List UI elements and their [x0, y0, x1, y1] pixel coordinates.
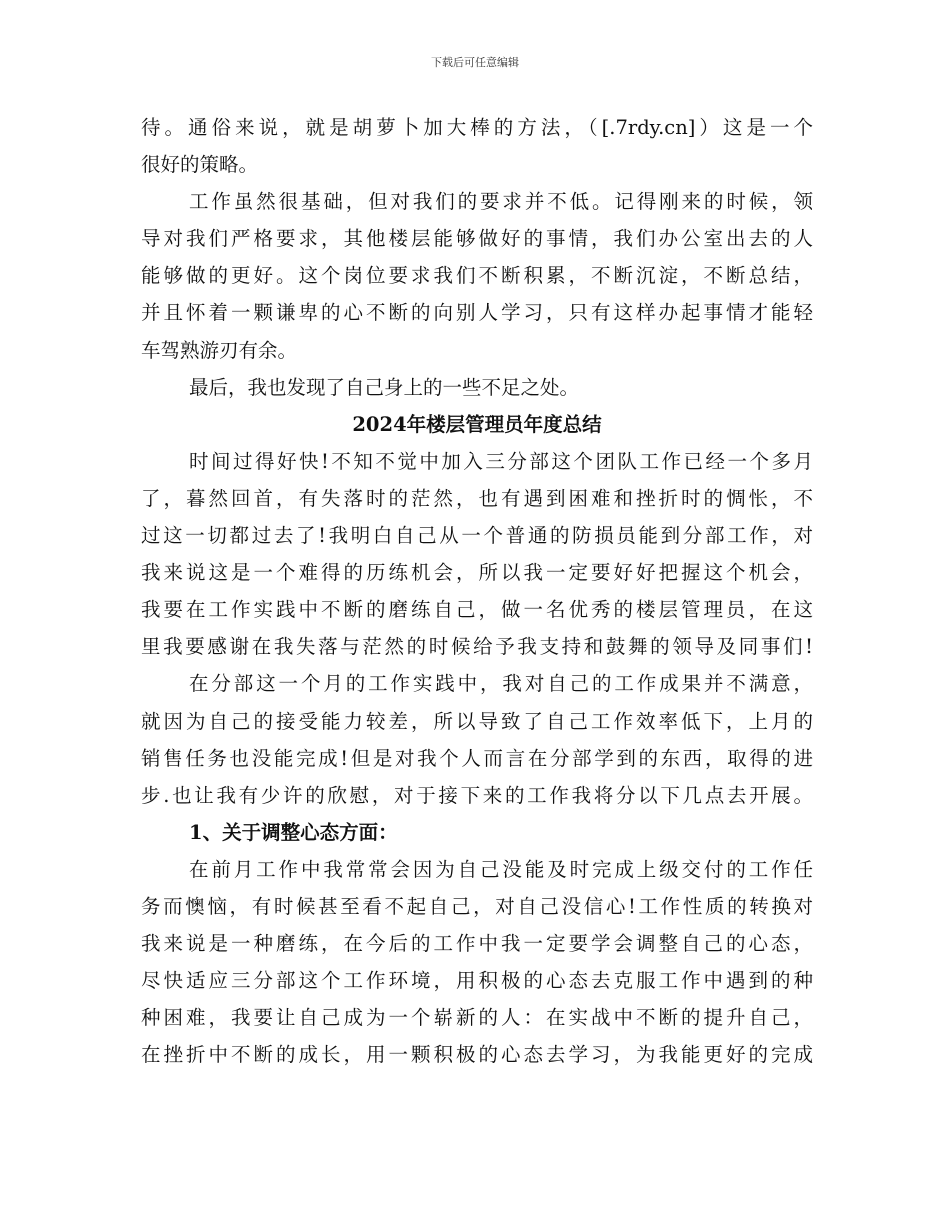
paragraph-line: 我来说是一种磨练，在今后的工作中我一定要学会调整自己的心态，	[141, 932, 813, 956]
paragraph-line: 车驾熟游刃有余。	[141, 338, 298, 362]
paragraph-line: 导对我们严格要求，其他楼层能够做好的事情，我们办公室出去的人	[141, 227, 813, 251]
document-body	[141, 109, 813, 1073]
paragraph-line: 种困难，我要让自己成为一个崭新的人：在实战中不断的提升自己，	[141, 1006, 813, 1030]
paragraph-line: 我来说这是一个难得的历练机会，所以我一定要好好把握这个机会，	[141, 561, 813, 585]
page-header: 下载后可任意编辑	[431, 56, 519, 69]
paragraph-line: 里我要感谢在我失落与茫然的时候给予我支持和鼓舞的领导及同事们!	[141, 635, 813, 659]
paragraph-line: 并且怀着一颗谦卑的心不断的向别人学习，只有这样办起事情才能轻	[141, 301, 813, 325]
paragraph-line: 我要在工作实践中不断的磨练自己，做一名优秀的楼层管理员，在这	[141, 598, 813, 622]
paragraph-line: 很好的策略。	[141, 153, 259, 177]
paragraph-line: 在挫折中不断的成长，用一颗积极的心态去学习，为我能更好的完成	[141, 1043, 813, 1067]
paragraph-line: 务而懊恼，有时候甚至看不起自己，对自己没信心!工作性质的转换对	[141, 894, 813, 918]
paragraph-line: 过这一切都过去了!我明白自己从一个普通的防损员能到分部工作，对	[141, 524, 813, 548]
paragraph-line: 时间过得好快!不知不觉中加入三分部这个团队工作已经一个多月	[189, 449, 813, 473]
paragraph-line: 销售任务也没能完成!但是对我个人而言在分部学到的东西，取得的进	[141, 746, 813, 770]
paragraph-line: 了，暮然回首，有失落时的茫然，也有遇到困难和挫折时的惆怅，不	[141, 486, 813, 510]
paragraph-line: 步.也让我有少许的欣慰，对于接下来的工作我将分以下几点去开展。	[141, 783, 813, 807]
section-title: 2024年楼层管理员年度总结	[352, 412, 602, 436]
paragraph-line: 在前月工作中我常常会因为自己没能及时完成上级交付的工作任	[189, 857, 813, 881]
paragraph-line: 能够做的更好。这个岗位要求我们不断积累，不断沉淀，不断总结，	[141, 264, 813, 288]
paragraph-line: 工作虽然很基础，但对我们的要求并不低。记得刚来的时候，领	[189, 190, 813, 214]
paragraph-line: 尽快适应三分部这个工作环境，用积极的心态去克服工作中遇到的种	[141, 969, 813, 993]
paragraph-line: 待。通俗来说，就是胡萝卜加大棒的方法，（[.7rdy.cn]）这是一个	[141, 116, 813, 139]
subheading: 1、关于调整心态方面：	[189, 820, 398, 844]
paragraph-line: 就因为自己的接受能力较差，所以导致了自己工作效率低下，上月的	[141, 709, 813, 733]
paragraph-line: 在分部这一个月的工作实践中，我对自己的工作成果并不满意，	[189, 672, 813, 696]
paragraph-line: 最后，我也发现了自己身上的一些不足之处。	[189, 375, 580, 399]
